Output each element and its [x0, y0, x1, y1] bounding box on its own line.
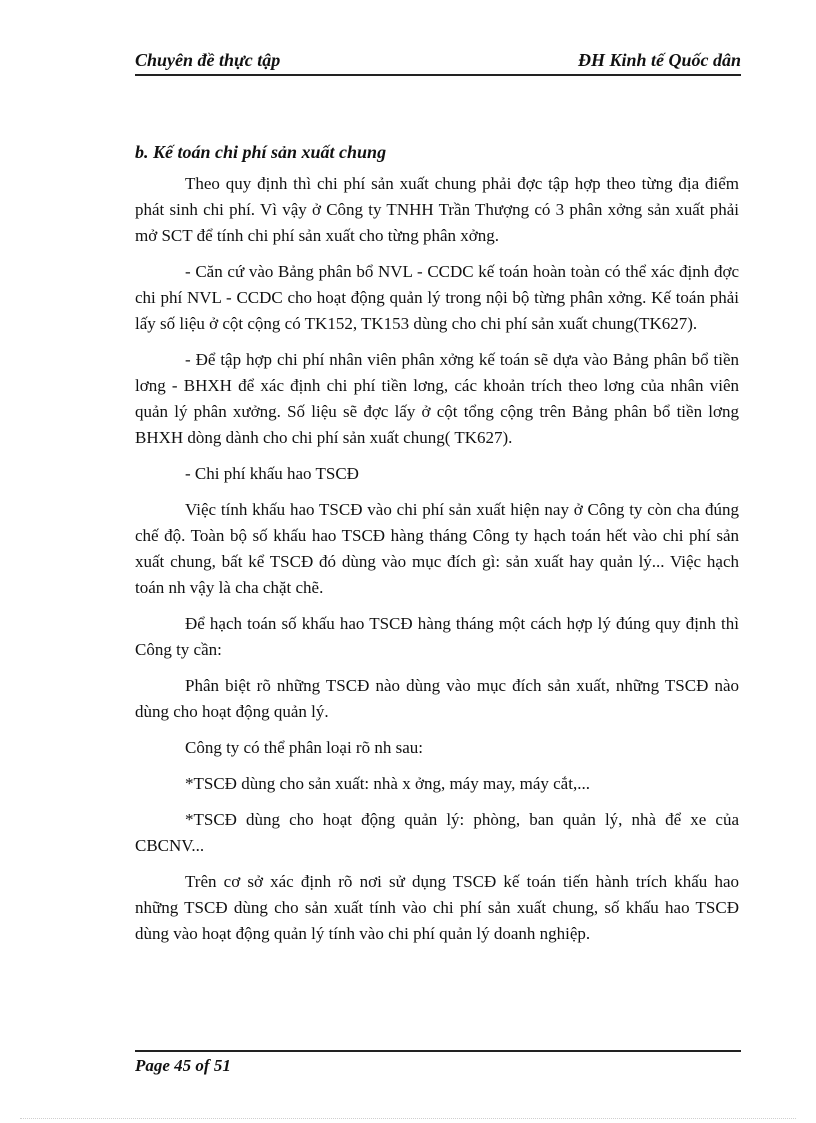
section-heading: b. Kế toán chi phí sản xuất chung — [135, 142, 387, 162]
page-edge-divider — [20, 1118, 796, 1119]
paragraph: Trên cơ sở xác định rõ nơi sử dụng TSCĐ kế toán tiến hành trích khấu hao những TSCĐ dùng cho sản xuất tính vào chi phí sản xuất chung, số khấu hao TSCĐ dùng vào hoạt động quản lý tính vào chi phí quản lý doanh nghiệp. — [135, 872, 739, 943]
paragraph: *TSCĐ dùng cho sản xuất: nhà x ởng, máy may, máy cắt,... — [185, 774, 590, 793]
page-header — [135, 48, 741, 76]
document-body — [135, 171, 739, 957]
paragraph: Theo quy định thì chi phí sản xuất chung phải đợc tập hợp theo từng địa điểm phát sinh chi phí. Vì vậy ở Công ty TNHH Trần Thượng có 3 phân xởng sản xuất phải mở SCT để tính chi phí sản xuất cho từng phân xởng. — [135, 174, 739, 245]
paragraph: Phân biệt rõ những TSCĐ nào dùng vào mục đích sản xuất, những TSCĐ nào dùng cho hoạt động quản lý. — [135, 676, 739, 721]
header-right-title: ĐH Kinh tế Quốc dân — [577, 50, 741, 70]
paragraph: *TSCĐ dùng cho hoạt động quản lý: phòng, ban quản lý, nhà để xe của CBCNV... — [135, 810, 739, 855]
paragraph: - Chi phí khấu hao TSCĐ — [185, 464, 359, 483]
paragraph: Để hạch toán số khấu hao TSCĐ hàng tháng một cách hợp lý đúng quy định thì Công ty cần: — [135, 614, 739, 659]
paragraph: - Căn cứ vào Bảng phân bổ NVL - CCDC kế toán hoàn toàn có thể xác định đợc chi phí NVL - CCDC cho hoạt động quản lý trong nội bộ từng phân xởng. Kế toán phải lấy số liệu ở cột cộng có TK152, TK153 dùng cho chi phí sản xuất chung(TK627). — [135, 262, 739, 333]
header-left-title: Chuyên đề thực tập — [135, 50, 281, 70]
paragraph: Công ty có thể phân loại rõ nh sau: — [185, 738, 423, 757]
paragraph: - Để tập hợp chi phí nhân viên phân xởng kế toán sẽ dựa vào Bảng phân bổ tiền lơng - BHXH để xác định chi phí tiền lơng, các khoản trích theo lơng của nhân viên quản lý phân xưởng. Số liệu sẽ đợc lấy ở cột tổng cộng trên Bảng phân bổ tiền lơng BHXH dòng dành cho chi phí sản xuất chung( TK627). — [135, 350, 739, 447]
footer-divider — [135, 1050, 741, 1052]
paragraph: Việc tính khấu hao TSCĐ vào chi phí sản xuất hiện nay ở Công ty còn cha đúng chế độ. Toàn bộ số khấu hao TSCĐ hàng tháng Công ty hạch toán hết vào chi phí sản xuất chung, bất kể TSCĐ đó dùng vào mục đích gì: sản xuất hay quản lý... Việc hạch toán nh vậy là cha chặt chẽ. — [135, 500, 739, 597]
page-number: Page 45 of 51 — [135, 1056, 231, 1075]
